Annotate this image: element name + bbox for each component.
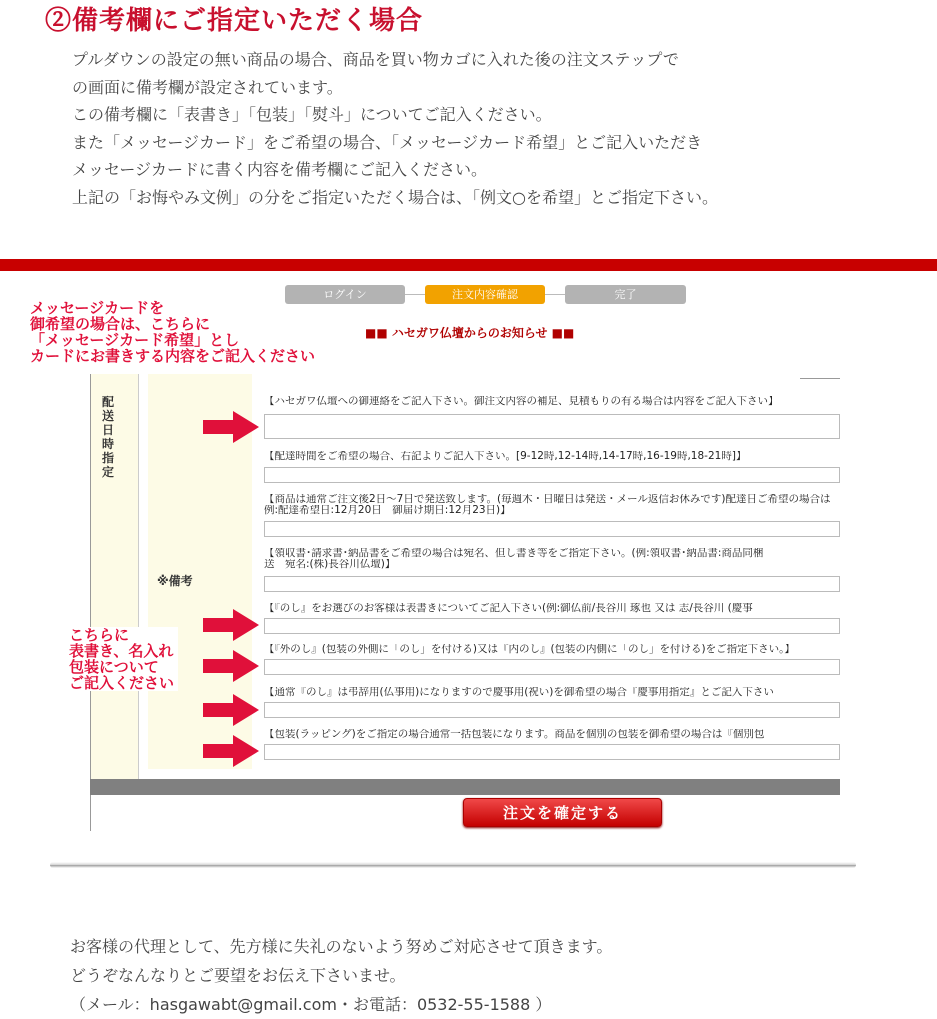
- noshi-inscription-input[interactable]: [264, 618, 840, 634]
- arrow-right-icon: [203, 694, 259, 726]
- field-note: 【ハセガワ仏壇への御連絡をご記入下さい。御注文内容の補足、見積もりの有る場合は内容をご記入下さい】: [264, 396, 779, 407]
- receipt-input[interactable]: [264, 576, 840, 592]
- step-login: ログイン: [285, 285, 405, 304]
- field-note: 例:配達希望日:12月20日 御届け期日:12月23日)】: [264, 505, 511, 516]
- divider: [50, 862, 856, 868]
- field-note: 【『外のし』(包装の外側に「のし」を付ける)又は『内のし』(包装の内側に「のし」を付ける)をご指定下さい。】: [264, 644, 795, 655]
- page-title: ②備考欄にご指定いただく場合: [45, 6, 424, 36]
- annotation-line: 「メッセージカード希望」とし: [30, 331, 240, 349]
- form-footer-bar: [90, 779, 840, 795]
- step-connector: [545, 294, 565, 295]
- closing-text: [70, 932, 612, 1019]
- remarks-label: ※備考: [157, 574, 193, 588]
- field-note: 【『のし』をお選びのお客様は表書きについてご記入下さい(例:御仏前/長谷川 琢也 又は 志/長谷川 (慶事: [264, 603, 753, 614]
- field-note: 【包装(ラッピング)をご指定の場合通常一括包装になります。商品を個別の包装を御希望の場合は『個別包: [264, 729, 765, 740]
- celebration-noshi-input[interactable]: [264, 702, 840, 718]
- field-note: 【通常『のし』は弔辞用(仏事用)になりますので慶事用(祝い)を御希望の場合『慶事用指定』とご記入下さい: [264, 687, 774, 698]
- wrapping-annotation: [65, 627, 178, 691]
- intro-line: プルダウンの設定の無い商品の場合、商品を買い物カゴに入れた後の注文ステップで: [72, 50, 679, 69]
- annotation-line: 表書き、名入れ: [69, 642, 174, 660]
- contact-remarks-input[interactable]: [264, 414, 840, 439]
- intro-line: この備考欄に「表書き」「包装」「熨斗」についてご記入ください。: [72, 105, 552, 124]
- annotation-line: メッセージカードを: [30, 299, 165, 317]
- arrow-right-icon: [203, 650, 259, 682]
- intro-line: メッセージカードに書く内容を備考欄にご記入ください。: [72, 160, 488, 179]
- annotation-line: ご記入ください: [69, 674, 175, 692]
- step-complete: 完了: [565, 285, 686, 304]
- intro-line: また「メッセージカード」をご希望の場合、「メッセージカード希望」とご記入いただき: [72, 132, 703, 152]
- closing-line: どうぞなんなりとご要望をお伝え下さいませ。: [70, 966, 406, 985]
- intro-line: 上記の「お悔やみ文例」の分をご指定いただく場合は、「例文○を希望」とご指定下さい。: [72, 187, 718, 207]
- annotation-line: 御希望の場合は、こちらに: [30, 315, 211, 333]
- field-note: 送 宛名:(株)長谷川仏壇)】: [264, 559, 396, 570]
- intro-line: の画面に備考欄が設定されています。: [72, 77, 343, 97]
- confirm-order-button[interactable]: 注文を確定する: [463, 798, 662, 827]
- contact-line: （メール：hasgawabt@gmail.com・お電話：0532-55-1588 ）: [70, 995, 552, 1014]
- shop-notice: ■■ ハセガワ仏壇からのお知らせ ■■: [365, 326, 575, 340]
- step-order-confirm: 注文内容確認: [425, 285, 545, 304]
- step-connector: [405, 294, 425, 295]
- annotation-line: カードにお書きする内容をご記入ください: [30, 347, 316, 365]
- field-note: 【配達時間をご希望の場合、右記よりご記入下さい。[9-12時,12-14時,14-17時,16-19時,18-21時]】: [264, 451, 747, 462]
- wrapping-input[interactable]: [264, 744, 840, 760]
- arrow-right-icon: [203, 411, 259, 443]
- delivery-time-input[interactable]: [264, 467, 840, 483]
- arrow-right-icon: [203, 735, 259, 767]
- annotation-line: 包装について: [69, 658, 159, 676]
- arrow-right-icon: [203, 609, 259, 641]
- previous-field-edge: [800, 374, 840, 379]
- closing-line: お客様の代理として、先方様に失礼のないよう努めご対応させて頂きます。: [70, 937, 613, 956]
- annotation-line: こちらに: [69, 626, 130, 644]
- form-border: [90, 795, 91, 831]
- section-divider-bar: [0, 259, 937, 271]
- intro-text: [72, 46, 718, 211]
- field-note: 【商品は通常ご注文後2日～7日で発送致します。(毎週木・日曜日は発送・メール返信お休みです)配達日ご希望の場合は: [264, 494, 831, 505]
- message-card-annotation: [30, 300, 315, 364]
- field-note: 【領収書･請求書･納品書をご希望の場合は宛名、但し書き等をご指定下さい。(例:領収書･納品書:商品同梱: [264, 548, 764, 559]
- noshi-placement-input[interactable]: [264, 659, 840, 675]
- delivery-label: 配送日時指定: [101, 395, 114, 479]
- delivery-date-input[interactable]: [264, 521, 840, 537]
